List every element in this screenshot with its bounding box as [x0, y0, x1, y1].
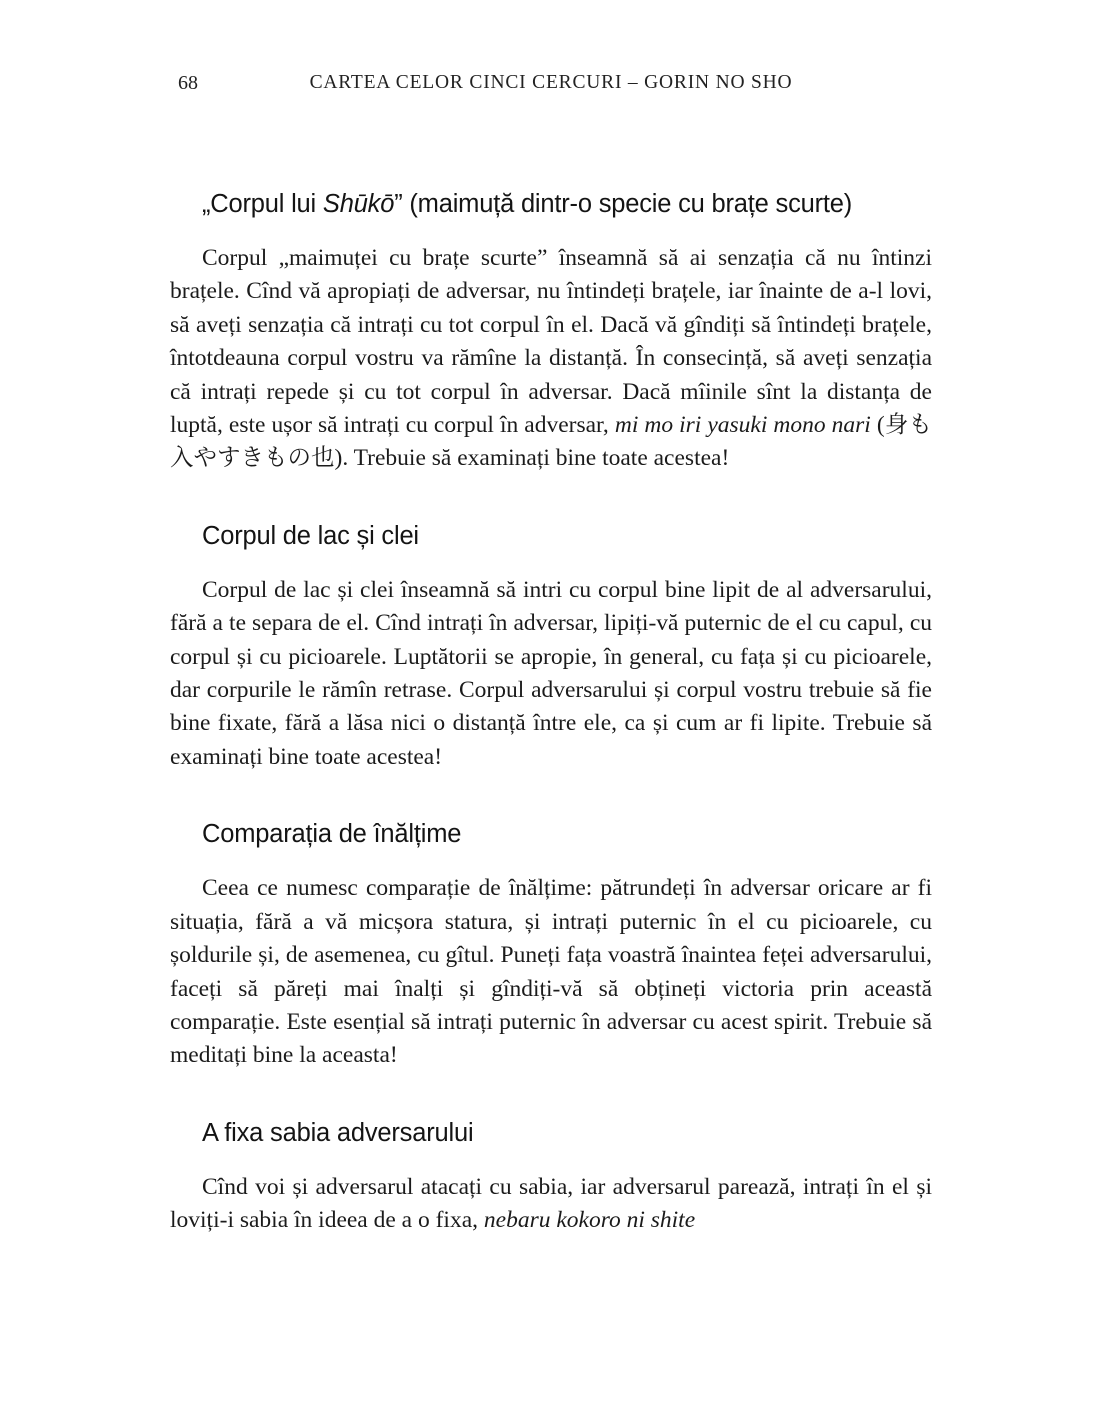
running-title: CARTEA CELOR CINCI CERCURI – GORIN NO SHO [309, 72, 793, 93]
page-number: 68 [178, 72, 198, 94]
paragraph: Cînd voi și adversarul atacați cu sabia, iar adversarul parează, intrați în el și loviți-i sabia în ideea de a o fixa, nebaru kokoro ni shite [170, 1173, 932, 1234]
section-heading-comparatia-de-inaltime: Comparația de înălțime [202, 820, 462, 849]
page-header [170, 72, 932, 100]
section-heading-a-fixa-sabia-adversarului: A fixa sabia adversarului [202, 1118, 474, 1147]
text-column [170, 72, 932, 1238]
section-heading-corpul-de-lac-si-clei: Corpul de lac și clei [202, 521, 419, 550]
paragraph: Ceea ce numesc comparație de înălțime: pătrundeți în adversar oricare ar fi situația, fără a vă micșora statura, și intrați puternic în el cu picioarele, cu șoldurile și, de asemenea, cu gîtul. Puneți fața voastră înaintea feței adversarului, faceți să păreți mai înalți și gîndiți-vă să obțineți victoria prin această comparație. Este esențial să intrați puternic în adversar cu acest spirit. Trebuie să meditați bine la aceasta! [170, 875, 932, 1069]
section-heading-corpul-lui-shuko: „Corpul lui Shūkō” (maimuță dintr-o specie cu brațe scurte) [202, 190, 853, 218]
paragraph: Corpul „maimuței cu brațe scurte” înseamnă să ai senzația că nu întinzi brațele. Cînd vă apropiați de adversar, nu întindeți brațele, iar înainte de a-l lovi, să aveți senzația că intrați cu tot corpul în el. Dacă vă gîndiți să întindeți brațele, întotdeauna corpul vostru va rămîne la distanță. În consecință, să aveți senzația că intrați repede și cu tot corpul în adversar. Dacă mîinile sînt la distanța de luptă, este ușor să intrați cu corpul în adversar, mi mo iri yasuki mono nari (身も入やすきもの也). Trebuie să examinați bine toate acestea! [170, 245, 933, 472]
paragraph: Corpul de lac și clei înseamnă să intri cu corpul bine lipit de al adversarului, fără a te separa de el. Cînd intrați în adversar, lipiți-vă puternic de el cu capul, cu corpul și cu picioarele. Luptătorii se apropie, în general, cu fața și cu picioarele, dar corpurile le rămîn retrase. Corpul adversarului și corpul vostru trebuie să fie bine fixate, fără a lăsa nici o distanță între ele, ca și cum ar fi lipite. Trebuie să examinați bine toate acestea! [170, 576, 932, 770]
